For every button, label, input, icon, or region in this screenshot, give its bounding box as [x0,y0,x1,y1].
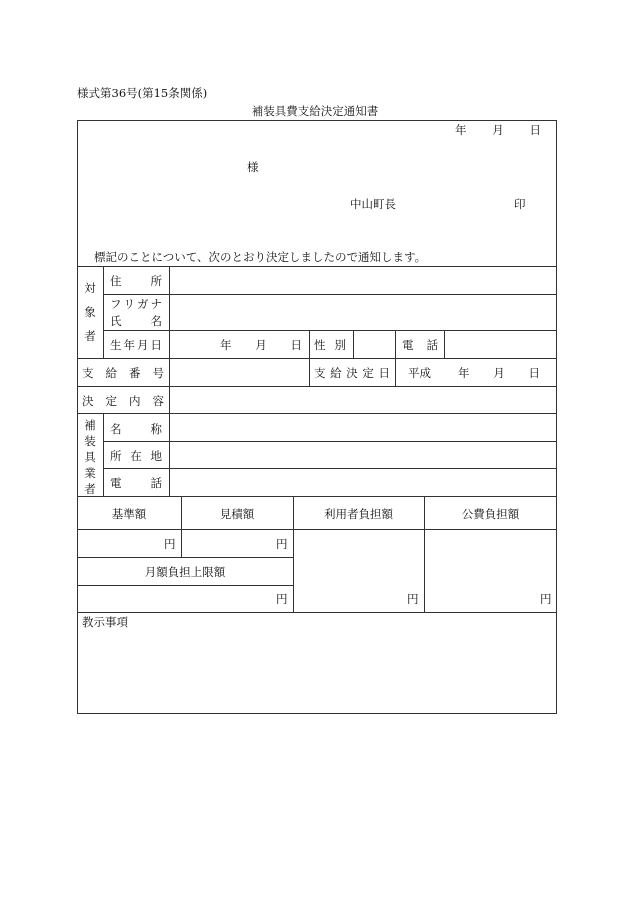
user-burden-field[interactable] [294,530,423,611]
vendor-location-label: 所 在 地 [110,449,162,463]
label-char: 者 [84,482,96,496]
user-burden-header: 利用者負担額 [324,507,393,521]
issue-date-year: 年 [455,123,467,137]
issue-date-month: 月 [492,123,504,137]
recipient-suffix: 様 [247,160,259,174]
payment-number-label: 支 給 番 号 [82,366,164,380]
divider [77,496,557,497]
form-number: 様式第36号(第15条関係) [77,86,208,100]
issue-date-day: 日 [529,123,541,137]
sex-field[interactable] [354,331,394,357]
yen-unit: 円 [276,537,288,551]
birthdate-label: 生 年 月 日 [110,338,162,352]
notes-label: 教示事項 [82,615,128,629]
decision-date-field[interactable] [458,365,540,381]
vendor-name-label: 名 称 [110,422,162,436]
divider [395,330,396,386]
vendor-name-field[interactable] [170,414,556,440]
public-burden-header: 公費負担額 [461,507,520,521]
divider [77,557,293,558]
address-label: 住 所 [110,274,162,288]
label-char: 対 [84,281,96,295]
label-char: 象 [84,305,96,319]
monthly-cap-field[interactable] [78,586,292,611]
phone-field[interactable] [445,331,556,357]
notes-field[interactable] [78,630,556,712]
birthdate-field[interactable] [220,337,302,353]
decision-content-field[interactable] [170,387,556,412]
vendor-group-label [83,417,97,496]
decision-year: 年 [458,366,470,380]
yen-unit: 円 [164,537,176,551]
label-char: 業 [84,466,96,480]
divider [103,266,104,358]
notice-message: 標記のことについて、次のとおり決定しましたので通知します。 [94,250,427,264]
vendor-phone-label: 電 話 [110,476,162,490]
estimate-amount-header: 見積額 [219,507,255,521]
form-title: 補装具費支給決定通知書 [251,104,379,118]
label-char: 者 [84,329,96,343]
birth-day: 日 [290,338,302,352]
label-char: 補 [84,418,96,432]
standard-amount-header: 基準額 [111,507,147,521]
issuer-name: 中山町長 [350,197,396,211]
address-field[interactable] [170,267,556,293]
divider [77,612,557,613]
decision-era: 平成 [408,366,431,380]
payment-number-field[interactable] [170,359,308,385]
decision-date-label: 支 給 決 定 日 [314,366,390,380]
divider [103,413,104,496]
name-label: 氏 名 [110,314,162,328]
divider [77,358,557,359]
divider [309,330,310,386]
monthly-cap-label: 月額負担上限額 [144,565,226,579]
decision-month: 月 [493,366,505,380]
name-field[interactable] [170,295,556,329]
decision-content-label: 決 定 内 容 [82,394,164,408]
label-char: 具 [84,450,96,464]
sex-label: 性 別 [314,338,346,352]
yen-unit: 円 [276,592,288,606]
issue-date [455,122,541,138]
public-burden-field[interactable] [425,530,556,611]
yen-unit: 円 [407,592,419,606]
seal-mark: 印 [514,197,526,211]
yen-unit: 円 [540,592,552,606]
vendor-location-field[interactable] [170,442,556,467]
birth-year: 年 [220,338,232,352]
birth-month: 月 [255,338,267,352]
vendor-phone-field[interactable] [170,469,556,495]
subject-group-label [83,280,97,344]
furigana-label: フ リ ガ ナ [110,297,162,311]
decision-day: 日 [528,366,540,380]
phone-label: 電 話 [402,338,438,352]
label-char: 装 [84,434,96,448]
